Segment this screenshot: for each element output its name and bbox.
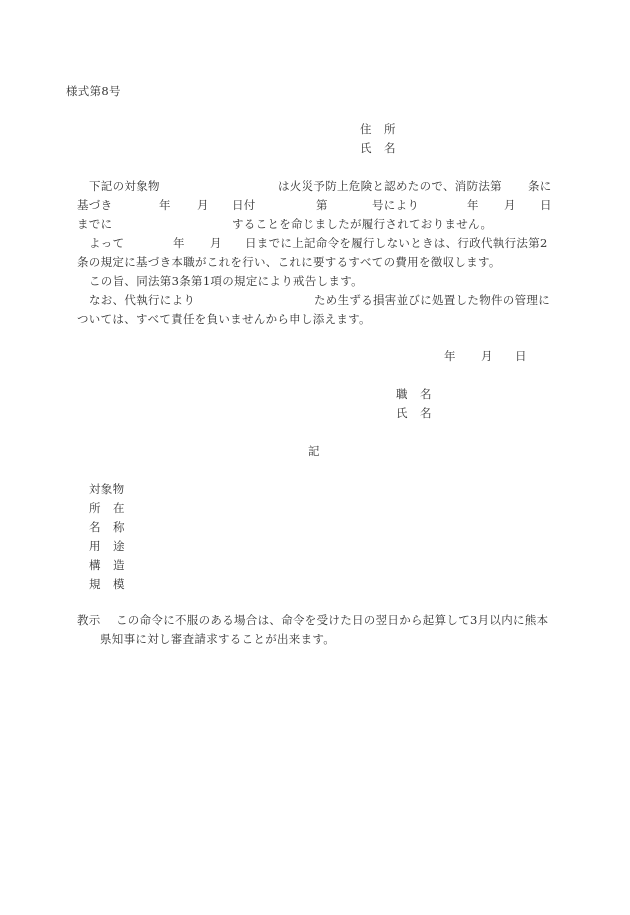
- items-heading: 対象物: [89, 482, 125, 496]
- form-number: 様式第8号: [66, 84, 121, 98]
- body-p3-line1: この旨、同法第3条第1項の規定により戒告します。: [89, 274, 363, 288]
- body-p4-line2: ついては、すべて責任を負いませんから申し添えます。: [77, 312, 371, 326]
- ki-heading: 記: [308, 444, 320, 458]
- notice-line2: 県知事に対し審査請求することが出来ます。: [100, 632, 336, 646]
- body-p2-line2: 条の規定に基づき本職がこれを行い、これに要するすべての費用を徴収します。: [77, 255, 501, 269]
